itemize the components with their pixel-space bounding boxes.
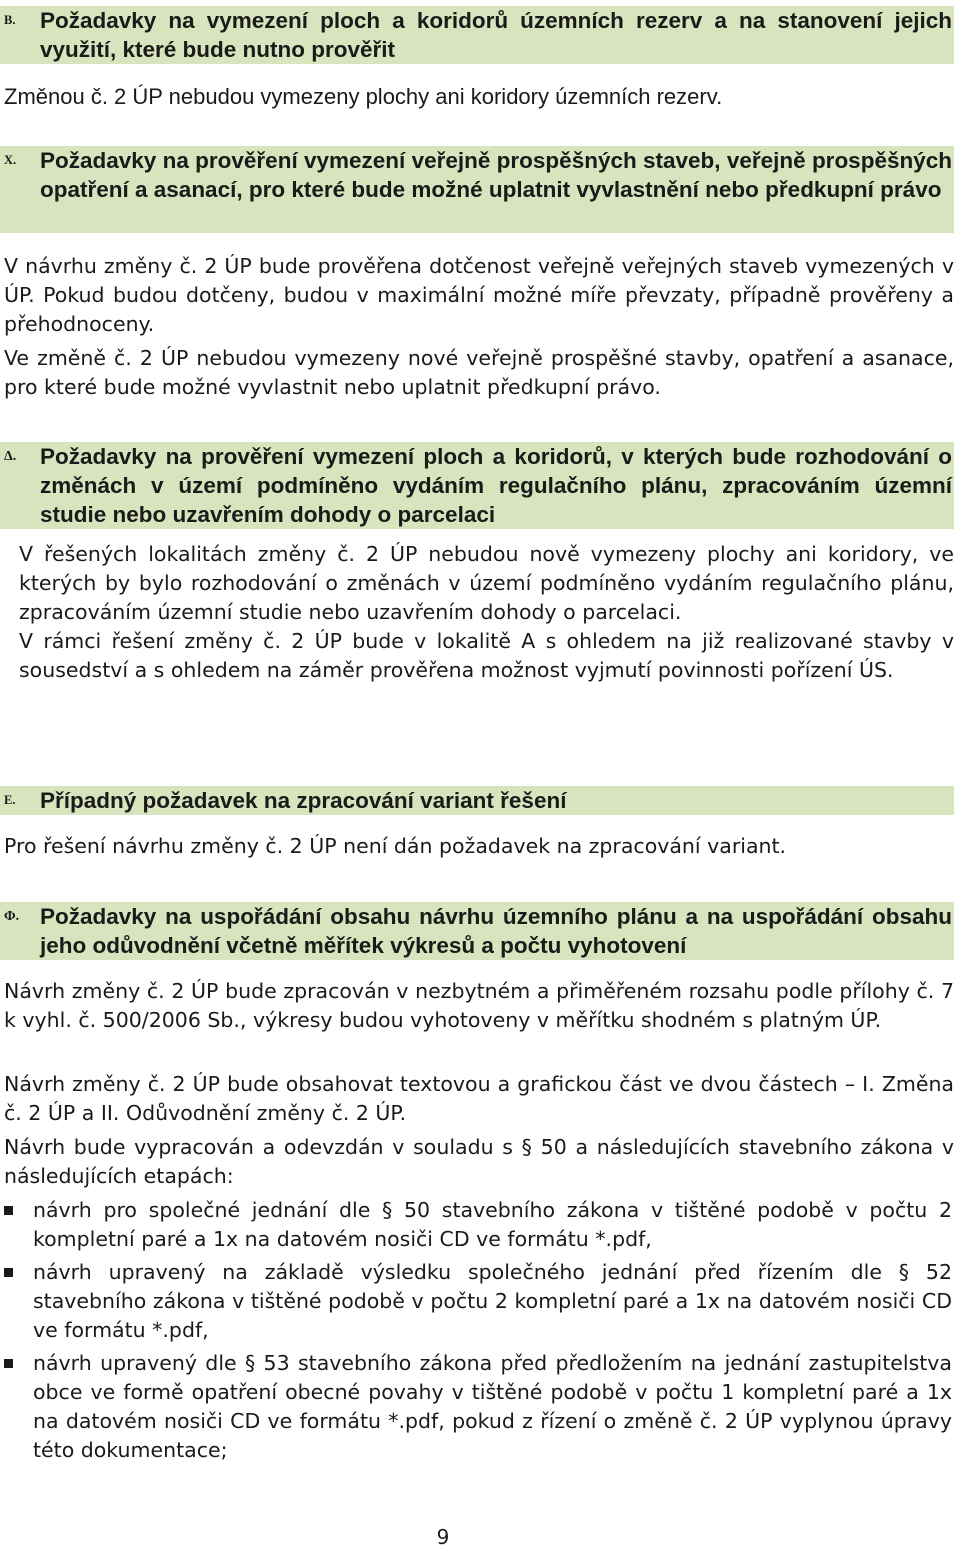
list-item-text: návrh upravený dle § 53 stavebního zákona před předložením na jednání zastupitelstva obce ve formě opatření obecné povahy v tištěné podobě v počtu 1 kompletní paré a 1x na datovém nosiči CD ve formátu *.pdf, pokud z řízení o změně č. 2 ÚP vyplynou úpravy této dokumentace; xyxy=(33,1351,952,1462)
section-heading-text: Požadavky na vymezení ploch a koridorů územních rezerv a na stanovení jejich využití, které bude nutno prověřit xyxy=(40,8,952,62)
paragraph: Návrh změny č. 2 ÚP bude obsahovat textovou a grafickou část ve dvou částech – I. Změna č. 2 ÚP a II. Odůvodnění změny č. 2 ÚP. xyxy=(4,1072,954,1125)
bullet-square-icon xyxy=(4,1206,13,1215)
section-heading-x xyxy=(0,146,954,233)
paragraph: V návrhu změny č. 2 ÚP bude prověřena dotčenost veřejně veřejných staveb vymezených v ÚP. Pokud budou dotčeny, budou v maximální možné míře převzaty, případně prověřeny a přehodnoceny. xyxy=(4,254,954,336)
list-item-text: návrh upravený na základě výsledku společného jednání před řízením dle § 52 stavebního zákona v tištěné podobě v počtu 2 kompletní paré a 1x na datovém nosiči CD ve formátu *.pdf, xyxy=(33,1260,952,1342)
section-heading-text: Požadavky na prověření vymezení ploch a koridorů, v kterých bude rozhodování o změnách v území podmíněno vydáním regulačního plánu, zpracováním územní studie nebo uzavřením dohody o parcelaci xyxy=(40,444,952,527)
bullet-square-icon xyxy=(4,1268,13,1277)
section-heading-text: Případný požadavek na zpracování variant řešení xyxy=(40,788,567,813)
section-marker: E. xyxy=(4,793,16,807)
paragraph: Návrh bude vypracován a odevzdán v souladu s § 50 a následujících stavebního zákona v následujících etapách: xyxy=(4,1135,954,1188)
paragraph: V rámci řešení změny č. 2 ÚP bude v lokalitě A s ohledem na již realizované stavby v sousedství a s ohledem na záměr prověřena možnost vyjmutí povinnosti pořízení ÚS. xyxy=(19,629,954,682)
paragraph: Změnou č. 2 ÚP nebudou vymezeny plochy ani koridory územních rezerv. xyxy=(4,84,723,109)
section-heading-text: Požadavky na prověření vymezení veřejně prospěšných staveb, veřejně prospěšných opatření a asanací, pro které bude možné uplatnit vyvlastnění nebo předkupní právo xyxy=(40,148,952,202)
list-item-text: návrh pro společné jednání dle § 50 stavebního zákona v tištěné podobě v počtu 2 kompletní paré a 1x na datovém nosiči CD ve formátu *.pdf, xyxy=(33,1198,952,1251)
paragraph: V řešených lokalitách změny č. 2 ÚP nebudou nově vymezeny plochy ani koridory, ve kterých by bylo rozhodování o změnách v území podmíněno vydáním regulačního plánu, zpracováním územní studie nebo uzavřením dohody o parcelaci. xyxy=(19,542,954,624)
section-marker: Δ. xyxy=(4,449,17,464)
section-heading-e xyxy=(0,786,954,815)
bullet-square-icon xyxy=(4,1359,13,1368)
section-heading-f xyxy=(0,902,954,960)
section-marker: X. xyxy=(4,153,17,167)
paragraph: Ve změně č. 2 ÚP nebudou vymezeny nové veřejně prospěšné stavby, opatření a asanace, pro které bude možné vyvlastnit nebo uplatnit předkupní právo. xyxy=(4,346,954,399)
section-heading-v xyxy=(0,6,954,64)
section-marker: B. xyxy=(4,13,16,27)
section-heading-d xyxy=(0,442,954,529)
section-marker: Φ. xyxy=(4,909,20,924)
paragraph: Pro řešení návrhu změny č. 2 ÚP není dán požadavek na zpracování variant. xyxy=(4,834,787,858)
page-number: 9 xyxy=(436,1525,450,1549)
paragraph: Návrh změny č. 2 ÚP bude zpracován v nezbytném a přiměřeném rozsahu podle přílohy č. 7 k vyhl. č. 500/2006 Sb., výkresy budou vyhotoveny v měřítku shodném s platným ÚP. xyxy=(4,979,954,1032)
section-heading-text: Požadavky na uspořádání obsahu návrhu územního plánu a na uspořádání obsahu jeho odůvodnění včetně měřítek výkresů a počtu vyhotovení xyxy=(40,904,952,958)
